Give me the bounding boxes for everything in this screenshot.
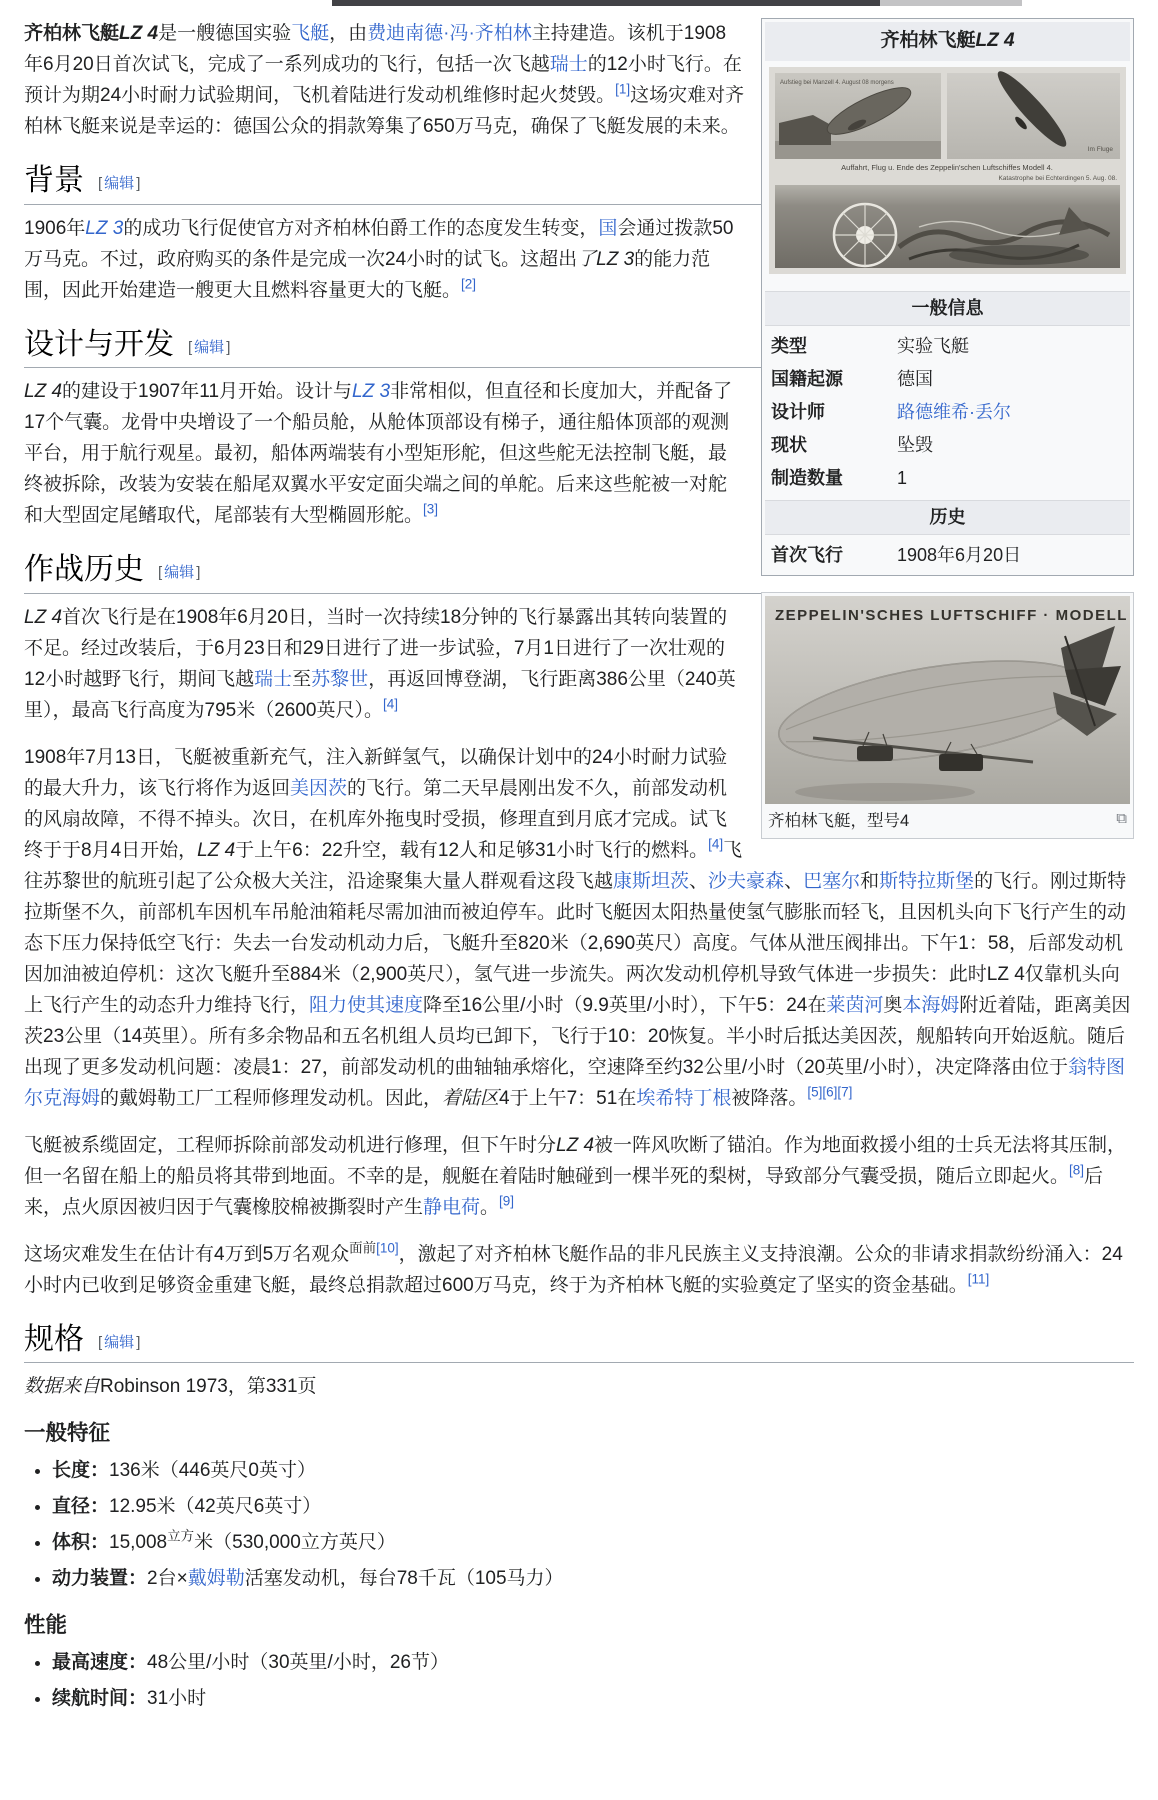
infobox-label: 制造数量 xyxy=(771,467,843,488)
infobox-label: 设计师 xyxy=(771,401,825,422)
specs-subheading-general: 一般特征 xyxy=(24,1421,111,1445)
reference-link[interactable]: [8] xyxy=(1069,1162,1085,1178)
text-run: 2台× xyxy=(147,1568,188,1589)
text-run: 15,008 xyxy=(109,1532,168,1553)
edit-bracket-open: [ xyxy=(188,338,193,356)
thumbnail-figure xyxy=(761,592,1134,839)
text-run: 首次飞行是在1908年6月20日，当时一次持续18分钟的飞行暴露出其转向装置的不足。经过改装后，于6月23日和29日进行了进一步试验，7月1日进行了一次壮观的12小时越野飞行，期间飞越 xyxy=(24,606,728,690)
text-run: 活塞发动机，每台78千瓦（105马力） xyxy=(244,1568,564,1589)
text-run: 直径： xyxy=(52,1496,110,1517)
wiki-link[interactable]: 康斯坦茨 xyxy=(613,870,690,892)
edit-section xyxy=(158,564,200,581)
text-run: 136米（446英尺0英寸） xyxy=(109,1460,316,1481)
expand-icon[interactable]: ⧉ xyxy=(1116,809,1127,827)
text-run: 1906年 xyxy=(24,217,86,239)
text-run: 了LZ 3 xyxy=(577,248,635,270)
text-run: ，激起了对齐柏林飞艇作品的非凡民族主义支持浪潮。公众的非请求捐款纷纷涌入：24小时内已收到足够资金重建飞艇，最终总捐款超过600万马克，终于为齐柏林飞艇的实验奠定了坚实的资金基础。 xyxy=(24,1243,1123,1296)
zeppelin-postcard-image[interactable] xyxy=(765,596,1130,804)
text-run: 动力装置： xyxy=(52,1568,148,1589)
spec-item-length xyxy=(52,1455,1134,1486)
text-run: 这场灾难发生在估计有4万到5万名观众 xyxy=(24,1243,350,1265)
edit-bracket-close: ] xyxy=(136,1333,141,1351)
text-run: 德国 xyxy=(897,368,933,389)
text-run: 、 xyxy=(784,870,804,892)
wiki-link[interactable]: 阻力使其速度 xyxy=(309,994,424,1016)
reference-link[interactable]: [6] xyxy=(822,1084,838,1100)
text-run: 于上午6：22升空，载有12人和足够31小时飞行的燃料。 xyxy=(235,839,709,861)
infobox-row-number-built xyxy=(765,462,1130,495)
text-run: LZ 4 xyxy=(24,606,63,628)
specs-list-general xyxy=(28,1455,1134,1594)
text-run: 的飞行。刚过斯特拉斯堡不久，前部机车因机车吊舱油箱耗尽需加油而被迫停车。此时飞艇因太阳热量使氢气膨胀而轻飞，且因机头向下飞行产生的动态下压力保持低空飞行：失去一台发动机动力后，飞艇升至820米（2,690英尺）高度。气体从泄压阀排出。下午1：58，后部发动机因加油被迫停机：这次飞艇升至884米（2,900英尺），氢气进一步流失。两次发动机停机导致气体进一步损失：此时LZ 4仅靠机头向上飞行产生的动态升力维持飞行， xyxy=(24,870,1127,1016)
text-run: 的戴姆勒工厂工程师修理发动机。因此， xyxy=(100,1087,443,1109)
wiki-link[interactable]: 美因茨 xyxy=(290,777,348,799)
wiki-link[interactable]: 莱茵河 xyxy=(826,994,884,1016)
infobox-image[interactable] xyxy=(765,65,1130,286)
collage-label-tl: Aufstieg bei Manzell 4. August 08 morgens xyxy=(780,79,894,86)
infobox-section-header-general: 一般信息 xyxy=(765,291,1130,326)
text-run: LZ 4 xyxy=(119,23,159,44)
text-run: ，再返回博登湖，飞行距离386公里（240英里），最高飞行高度为795米（2600英尺）。 xyxy=(24,668,736,721)
heading-text: 作战历史 xyxy=(24,553,144,586)
text-run: 后来，点火原因被归因于气囊橡胶棉被撕裂时产生 xyxy=(24,1165,1104,1218)
heading-text: 规格 xyxy=(24,1322,84,1356)
text-run: 至 xyxy=(292,668,312,690)
text-run: 是一艘德国实验 xyxy=(158,23,292,44)
reference-link[interactable]: [9] xyxy=(499,1193,515,1209)
edit-link[interactable]: 编辑 xyxy=(164,564,195,581)
superscript-text: 立方 xyxy=(167,1528,195,1544)
browser-artifact-bar-light xyxy=(880,0,1022,6)
wiki-link[interactable]: 苏黎世 xyxy=(311,668,369,690)
text-run: 实验飞艇 xyxy=(897,335,969,356)
infobox-row-origin xyxy=(765,363,1130,396)
figure-caption: 齐柏林飞艇，型号4 xyxy=(768,811,910,830)
text-run: 附近着陆，距离美因茨23公里（14英里）。所有多余物品和五名机组人员均已卸下，飞行于10：20恢复。半小时后抵达美因茨，舰船转向开始返航。随后出现了更多发动机问题：凌晨1：27，前部发动机的曲轴轴承熔化，空速降至约32公里/小时（20英里/小时），决定降落由位于 xyxy=(24,994,1131,1078)
heading-text: 背景 xyxy=(24,164,84,197)
text-run: ，由 xyxy=(329,23,368,44)
wiki-link[interactable]: 巴塞尔 xyxy=(803,870,861,892)
wiki-link[interactable]: 路德维希·丢尔 xyxy=(897,401,1011,422)
wiki-link[interactable]: LZ 3 xyxy=(85,217,124,239)
infobox-label: 现状 xyxy=(771,434,807,455)
text-run: 着陆区 xyxy=(442,1087,500,1109)
text-run: 、 xyxy=(689,870,709,892)
infobox-row-first-flight xyxy=(765,539,1130,572)
text-run: 12.95米（42英尺6英寸） xyxy=(109,1496,322,1517)
infobox-value xyxy=(897,366,1124,393)
reference-link[interactable]: [11] xyxy=(967,1271,990,1287)
text-run: LZ 4 xyxy=(556,1134,595,1156)
text-run: 的建设于1907年11月开始。设计与 xyxy=(62,381,353,402)
right-column xyxy=(761,18,1134,839)
infobox-title xyxy=(765,22,1130,61)
spec-item-powerplant xyxy=(52,1563,1134,1594)
figure-image[interactable] xyxy=(765,596,1130,804)
infobox-value xyxy=(897,542,1124,569)
text-run: 主持建造。该机于1908年6月20日首次试飞，完成了一系列成功的飞行，包括一次飞越 xyxy=(24,23,727,75)
infobox-label: 类型 xyxy=(771,335,807,356)
edit-bracket-close: ] xyxy=(136,175,141,192)
infobox-value xyxy=(897,465,1124,492)
text-run: 1 xyxy=(897,467,908,488)
wiki-link[interactable]: LZ 3 xyxy=(352,381,391,402)
spec-item-volume xyxy=(52,1527,1134,1558)
edit-bracket-open: [ xyxy=(98,1333,103,1351)
text-run: 。 xyxy=(480,1196,500,1218)
text-run: 被降落。 xyxy=(731,1087,808,1109)
infobox-value xyxy=(897,333,1124,360)
infobox xyxy=(761,18,1134,576)
text-run: 的12小时飞行。在预计为期24小时耐力试验期间，飞机着陆进行发动机维修时起火焚毁。 xyxy=(24,54,742,106)
text-run: 的成功飞行促使官方对齐柏林伯爵工作的态度发生转变， xyxy=(123,217,599,239)
text-run: 坠毁 xyxy=(897,434,933,455)
infobox-row-status xyxy=(765,429,1130,462)
text-run: 最高速度： xyxy=(52,1652,148,1673)
reference-link[interactable]: [10] xyxy=(376,1240,399,1256)
text-run: 飞艇被系缆固定，工程师拆除前部发动机进行修理，但下午时分 xyxy=(24,1134,557,1156)
reference-link[interactable]: [2] xyxy=(461,276,477,292)
text-run: Robinson 1973，第331页 xyxy=(100,1376,317,1397)
text-run: 31小时 xyxy=(147,1688,207,1709)
heading-text: 设计与开发 xyxy=(24,327,174,361)
edit-bracket-open: [ xyxy=(98,175,103,192)
reference-link[interactable]: [3] xyxy=(423,501,439,517)
edit-bracket-open: [ xyxy=(158,564,163,581)
wiki-link[interactable]: 飞艇 xyxy=(291,23,330,44)
wiki-link[interactable]: 费迪南德·冯·齐柏林 xyxy=(367,23,532,44)
specs-list-performance xyxy=(28,1647,1134,1714)
wiki-link[interactable]: 戴姆勒 xyxy=(187,1568,245,1589)
edit-link[interactable]: 编辑 xyxy=(194,338,225,356)
text-run: 长度： xyxy=(52,1460,110,1481)
text-run: 这场灾难对齐柏林飞艇来说是幸运的：德国公众的捐款筹集了650万马克，确保了飞艇发展的未来。 xyxy=(24,85,745,137)
reference-link[interactable]: [5] xyxy=(807,1084,823,1100)
specs-subheading-performance: 性能 xyxy=(24,1613,68,1637)
text-run: 1908年7月13日，飞艇被重新充气，注入新鲜氢气，以确保计划中的24小时耐力试验的最大升力，该飞行将作为返回 xyxy=(24,746,728,799)
spec-item-max-speed xyxy=(52,1647,1134,1678)
text-run: 48公里/小时（30英里/小时，26节） xyxy=(147,1652,449,1673)
text-run: 米（530,000立方英尺） xyxy=(194,1532,396,1553)
spec-item-diameter xyxy=(52,1491,1134,1522)
text-run: 1908年6月20日 xyxy=(897,544,1022,565)
infobox-row-designer xyxy=(765,396,1130,429)
edit-bracket-close: ] xyxy=(196,564,201,581)
text-run: 齐柏林飞艇 xyxy=(880,30,976,51)
edit-bracket-close: ] xyxy=(226,338,231,356)
history-paragraph-3 xyxy=(24,1130,1134,1223)
section-heading-specifications xyxy=(24,1321,1134,1364)
text-run: LZ 4 xyxy=(197,839,236,861)
text-run: 飞往苏黎世的航班引起了公众极大关注，沿途聚集大量人群观看这段飞越 xyxy=(24,839,743,892)
browser-artifact-bar xyxy=(332,0,880,6)
wiki-link[interactable]: 翁特图尔克海姆 xyxy=(24,1056,1126,1109)
history-paragraph-4 xyxy=(24,1239,1134,1301)
figure-caption-bar xyxy=(765,804,1130,835)
specs-source-note xyxy=(24,1371,1134,1402)
wiki-link[interactable]: 瑞士 xyxy=(549,54,588,75)
text-run: 4于上午7：51在 xyxy=(499,1087,637,1109)
infobox-row-type xyxy=(765,330,1130,363)
superscript-text: 面前 xyxy=(349,1240,377,1256)
wiki-link[interactable]: 埃希特丁根 xyxy=(636,1087,732,1109)
text-run: 的能力范围，因此开始建造一艘更大且燃料容量更大的飞艇。 xyxy=(24,248,711,301)
collage-caption2: Katastrophe bei Echterdingen 5. Aug. 08. xyxy=(998,174,1117,182)
wiki-link[interactable]: 国 xyxy=(598,217,618,239)
text-run: 降至16公里/小时（9.9英里/小时），下午5：24在 xyxy=(423,994,827,1016)
reference-link[interactable]: [4] xyxy=(382,696,398,712)
text-run: 和 xyxy=(860,870,880,892)
spec-item-endurance xyxy=(52,1683,1134,1714)
edit-section xyxy=(98,175,140,192)
text-run: 数据来自 xyxy=(24,1376,101,1397)
reference-link[interactable]: [1] xyxy=(615,81,631,97)
collage-label-tr: Im Fluge xyxy=(1087,145,1113,153)
infobox-label: 国籍起源 xyxy=(771,368,843,389)
wiki-link[interactable]: 静电荷 xyxy=(423,1196,481,1218)
text-run: 体积： xyxy=(52,1532,110,1553)
wiki-link[interactable]: 本海姆 xyxy=(902,994,960,1016)
text-run: LZ 4 xyxy=(24,381,63,402)
text-run: 奥 xyxy=(883,994,903,1016)
text-run: 续航时间： xyxy=(52,1688,148,1709)
text-run: 齐柏林飞艇 xyxy=(24,23,120,44)
text-run: 被一阵风吹断了锚泊。作为地面救援小组的士兵无法将其压制，但一名留在船上的船员将其带到地面。不幸的是，舰艇在着陆时触碰到一棵半死的梨树，导致部分气囊受损，随后立即起火。 xyxy=(24,1134,1127,1187)
edit-link[interactable]: 编辑 xyxy=(104,1333,135,1351)
reference-link[interactable]: [4] xyxy=(708,836,724,852)
wiki-link[interactable]: 瑞士 xyxy=(254,668,293,690)
wiki-link[interactable]: 斯特拉斯堡 xyxy=(879,870,975,892)
infobox-value xyxy=(897,399,1124,426)
reference-link[interactable]: [7] xyxy=(837,1084,853,1100)
collage-postcard-image[interactable] xyxy=(769,67,1126,274)
text-run: 非常相似，但直径和长度加大，并配备了17个气囊。龙骨中央增设了一个船员舱，从舱体顶部设有梯子，通往船体顶部的观测平台，用于航行观星。最初，船体两端装有小型矩形舵，但这些舵无法控制飞艇，最终被拆除，改装为安装在船尾双翼水平安定面尖端之间的单舵。后来这些舵被一对舵和大型固定尾鳍取代，尾部装有大型椭圆形舵。 xyxy=(24,381,733,526)
infobox-value xyxy=(897,432,1124,459)
text-run: 的飞行。第二天早晨刚出发不久，前部发动机的风扇故障，不得不掉头。次日，在机库外拖曳时受损，修理直到月底才完成。试飞终于于8月4日开始， xyxy=(24,777,728,861)
postcard-title-text: ZEPPELIN'SCHES LUFTSCHIFF · MODELL 4 · xyxy=(775,606,1130,624)
collage-caption1: Auffahrt, Flug u. Ende des Zeppelin'schen Luftschiffes Modell 4. xyxy=(841,162,1053,172)
text-run: LZ 4 xyxy=(975,30,1015,51)
infobox-section-header-history: 历史 xyxy=(765,500,1130,535)
edit-link[interactable]: 编辑 xyxy=(104,175,135,192)
edit-section xyxy=(188,339,230,356)
edit-section xyxy=(98,1334,140,1351)
text-run: 会通过拨款50万马克。不过，政府购买的条件是完成一次24小时的试飞。这超出 xyxy=(24,217,734,270)
infobox-label: 首次飞行 xyxy=(771,544,843,565)
wiki-link[interactable]: 沙夫豪森 xyxy=(708,870,785,892)
